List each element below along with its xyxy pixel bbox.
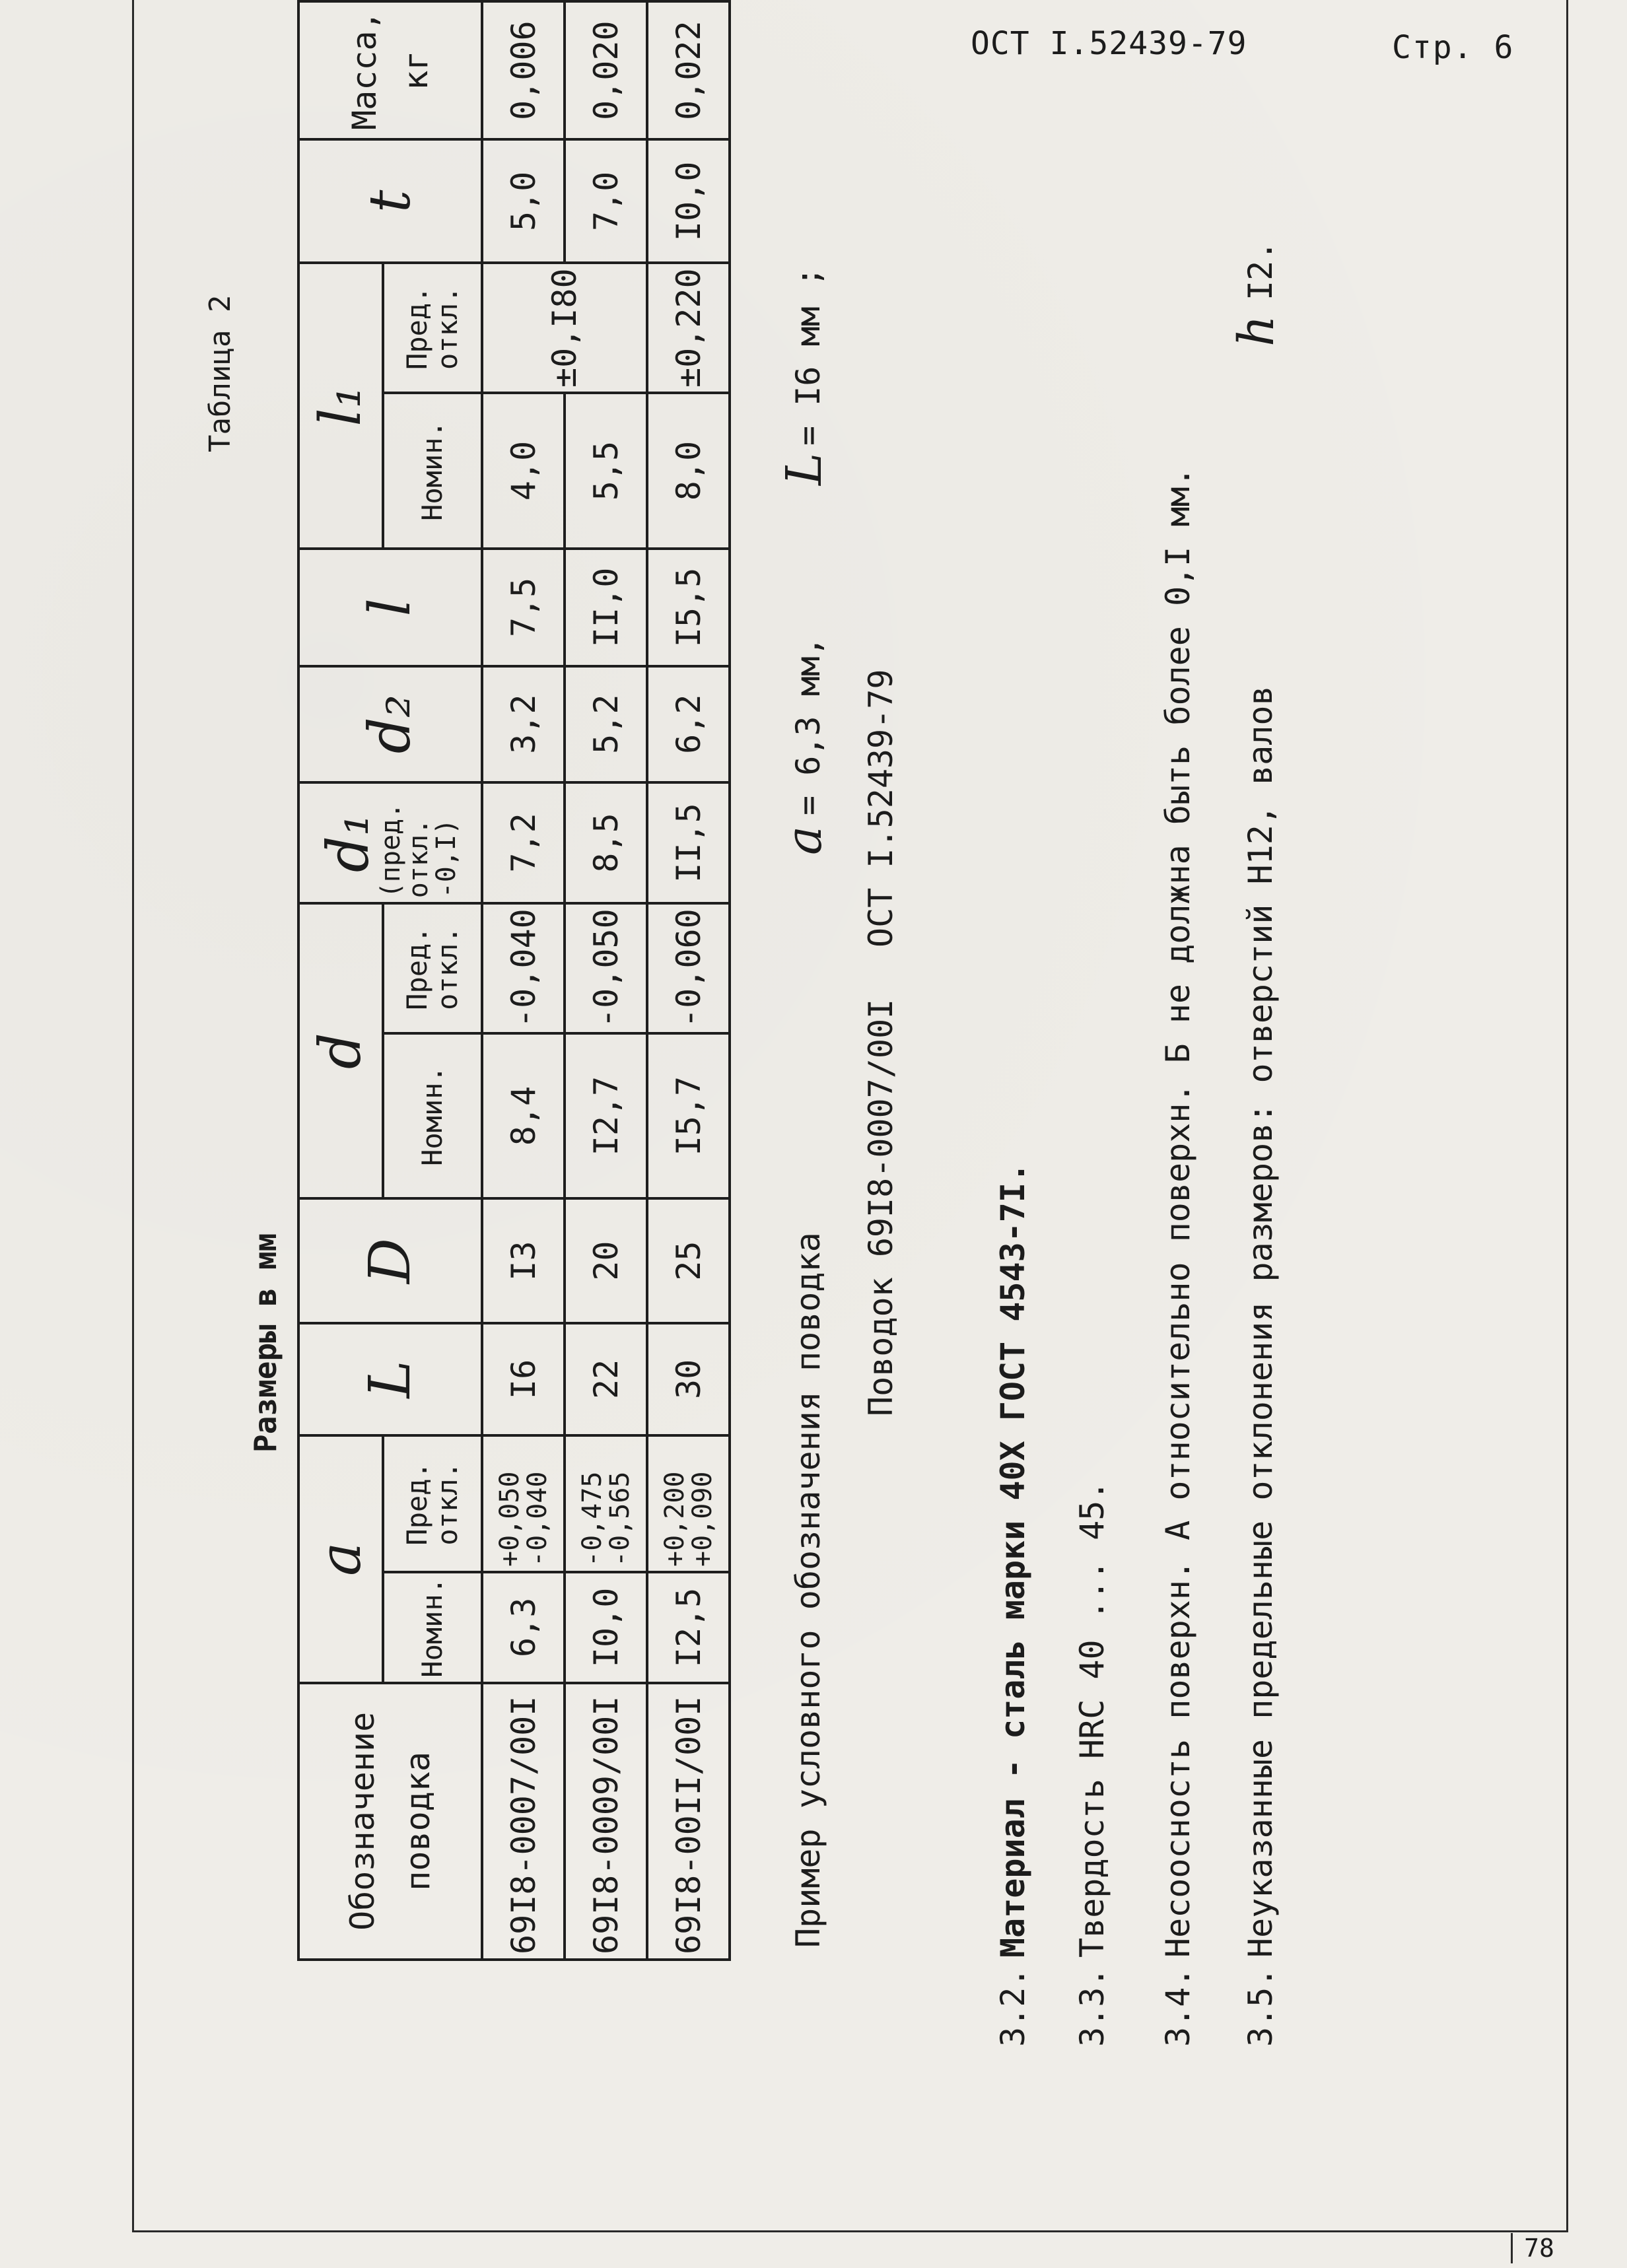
header-l1-nom: Номин. bbox=[383, 393, 482, 549]
cell-D: 20 bbox=[565, 1198, 647, 1323]
example-designation: ОСТ I.52439-79 bbox=[862, 669, 900, 947]
cell-d2: 5,2 bbox=[565, 666, 647, 782]
cell-a-dev bbox=[565, 1435, 647, 1572]
header-mass bbox=[298, 1, 482, 139]
cell-a-dev-up: +0,050 bbox=[494, 1471, 525, 1567]
header-mass-line1: Масса, bbox=[345, 11, 384, 130]
cell-d1: 8,5 bbox=[565, 782, 647, 904]
cell-d1: II,5 bbox=[647, 782, 730, 904]
cell-a-dev-low: +0,090 bbox=[687, 1471, 718, 1567]
cell-a-nom: 6,3 bbox=[482, 1572, 565, 1683]
header-d-dev bbox=[383, 903, 482, 1033]
cell-l1-nom: 8,0 bbox=[647, 393, 730, 549]
cell-l1-dev-merged: ±0,I80 bbox=[482, 263, 647, 393]
cell-d1: 7,2 bbox=[482, 782, 565, 904]
standard-code: ОСТ I.52439-79 bbox=[971, 25, 1247, 62]
note-text: Несоосность поверхн. А относительно поверхн. Б не должна быть более 0,I мм. bbox=[1159, 467, 1197, 1958]
note-number: 3.2. bbox=[994, 1967, 1032, 2047]
header-designation-line1: Обозначение bbox=[343, 1711, 382, 1931]
cell-d-nom: I2,7 bbox=[565, 1033, 647, 1198]
cell-d-nom: I5,7 bbox=[647, 1033, 730, 1198]
header-a-dev bbox=[383, 1435, 482, 1572]
header-l1-dev-1: Пред. bbox=[400, 286, 433, 370]
cell-d-dev: -0,040 bbox=[482, 903, 565, 1033]
cell-l1-dev: ±0,220 bbox=[647, 263, 730, 393]
cell-d2: 6,2 bbox=[647, 666, 730, 782]
header-D: D bbox=[298, 1198, 482, 1323]
example-symbol-a: a bbox=[776, 825, 833, 855]
header-d-nom: Номин. bbox=[383, 1033, 482, 1198]
header-a: a bbox=[298, 1435, 383, 1683]
page-number: 78 bbox=[1511, 2233, 1566, 2263]
cell-a-nom: I2,5 bbox=[647, 1572, 730, 1683]
cell-l: 7,5 bbox=[482, 549, 565, 666]
header-mass-line2: кг bbox=[397, 50, 435, 90]
cell-a-dev-up: -0,475 bbox=[576, 1471, 607, 1567]
header-l1-dev-2: откл. bbox=[431, 286, 464, 370]
example-value-a: = 6,3 мм, bbox=[789, 636, 827, 815]
header-l: l bbox=[298, 549, 482, 666]
dimensions-label: Размеры в мм bbox=[248, 1233, 283, 1453]
example-part: Поводок 69I8-0007/00I bbox=[862, 998, 900, 1416]
note-number: 3.4. bbox=[1159, 1967, 1197, 2047]
cell-l: II,0 bbox=[565, 549, 647, 666]
cell-a-dev-up: +0,200 bbox=[659, 1471, 690, 1567]
cell-a-nom: I0,0 bbox=[565, 1572, 647, 1683]
header-d1-symbol: d₁ bbox=[316, 813, 382, 873]
header-d1-note bbox=[377, 788, 460, 899]
cell-a-dev-low: -0,565 bbox=[604, 1471, 635, 1567]
cell-a-dev bbox=[482, 1435, 565, 1572]
cell-t: 5,0 bbox=[482, 139, 565, 263]
header-designation-line2: поводка bbox=[399, 1752, 437, 1891]
cell-mass: 0,020 bbox=[565, 1, 647, 139]
header-designation bbox=[298, 1683, 482, 1960]
cell-D: I3 bbox=[482, 1198, 565, 1323]
cell-l: I5,5 bbox=[647, 549, 730, 666]
cell-l1-nom: 4,0 bbox=[482, 393, 565, 549]
cell-L: 22 bbox=[565, 1323, 647, 1435]
note-text: Неуказанные предельные отклонения размеров: отверстий H12, валов bbox=[1241, 685, 1280, 1958]
cell-a-dev-low: -0,040 bbox=[522, 1471, 553, 1567]
cell-d-nom: 8,4 bbox=[482, 1033, 565, 1198]
note-text: Твердость HRC 40 ... 45. bbox=[1073, 1480, 1111, 1958]
header-d2: d₂ bbox=[298, 666, 482, 782]
header-d1-note-2: откл. bbox=[403, 818, 434, 899]
header-L: L bbox=[298, 1323, 482, 1435]
cell-designation: 69I8-0009/00I bbox=[565, 1683, 647, 1960]
header-a-dev-1: Пред. bbox=[400, 1462, 433, 1546]
header-l1-dev bbox=[383, 263, 482, 393]
spec-table bbox=[297, 0, 731, 1961]
header-t: t bbox=[298, 139, 482, 263]
cell-L: 30 bbox=[647, 1323, 730, 1435]
cell-mass: 0,022 bbox=[647, 1, 730, 139]
cell-L: I6 bbox=[482, 1323, 565, 1435]
example-value-L: = I6 мм ; bbox=[789, 267, 827, 446]
cell-l1-nom: 5,5 bbox=[565, 393, 647, 549]
note-symbol-h: h bbox=[1228, 315, 1285, 347]
note-tail: I2. bbox=[1241, 240, 1280, 300]
cell-mass: 0,006 bbox=[482, 1, 565, 139]
header-d: d bbox=[298, 903, 383, 1198]
example-caption: Пример условного обозначения поводка bbox=[789, 1232, 827, 1948]
cell-d-dev: -0,060 bbox=[647, 903, 730, 1033]
cell-t: I0,0 bbox=[647, 139, 730, 263]
cell-designation: 69I8-0007/00I bbox=[482, 1683, 565, 1960]
cell-a-dev bbox=[647, 1435, 730, 1572]
cell-D: 25 bbox=[647, 1198, 730, 1323]
header-l1: l₁ bbox=[298, 263, 383, 549]
header-d1 bbox=[298, 782, 482, 904]
example-symbol-L: L bbox=[776, 452, 833, 485]
header-d-dev-2: откл. bbox=[431, 926, 464, 1010]
table-label: Таблица 2 bbox=[203, 294, 237, 452]
note-number: 3.3. bbox=[1073, 1967, 1111, 2047]
cell-d-dev: -0,050 bbox=[565, 903, 647, 1033]
cell-d2: 3,2 bbox=[482, 666, 565, 782]
note-text: Материал - сталь марки 40Х ГОСТ 4543-7I. bbox=[994, 1162, 1032, 1958]
header-a-dev-2: откл. bbox=[431, 1462, 464, 1546]
page-label: Стр. 6 bbox=[1392, 29, 1515, 66]
cell-t: 7,0 bbox=[565, 139, 647, 263]
header-d1-note-3: -0,I) bbox=[431, 818, 462, 899]
header-d1-note-1: (пред. bbox=[376, 802, 406, 899]
header-a-nom: Номин. bbox=[383, 1572, 482, 1683]
table-row bbox=[482, 1, 565, 1960]
cell-designation: 69I8-00II/00I bbox=[647, 1683, 730, 1960]
table-row bbox=[647, 1, 730, 1960]
note-number: 3.5. bbox=[1241, 1967, 1280, 2047]
header-d-dev-1: Пред. bbox=[400, 926, 433, 1010]
